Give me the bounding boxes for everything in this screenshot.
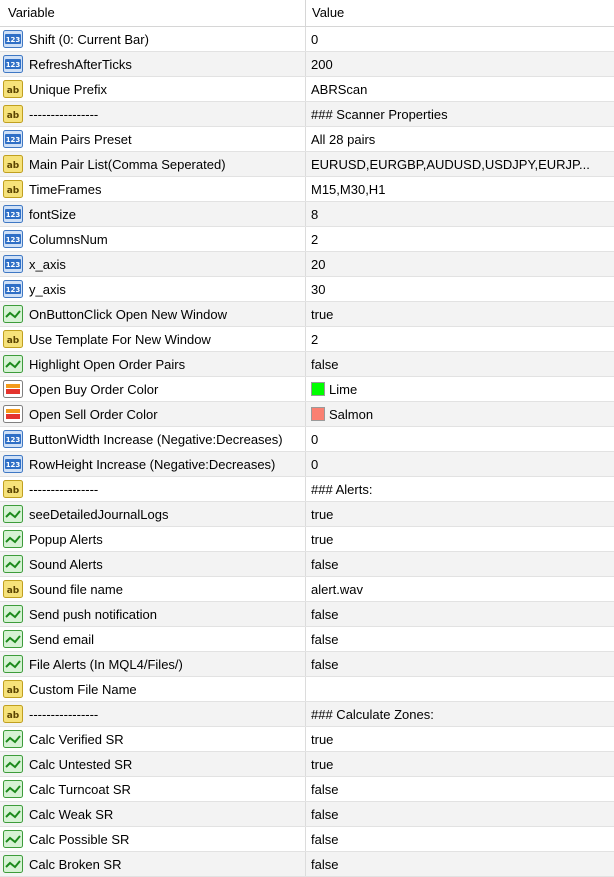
variable-value: ### Calculate Zones: (311, 706, 434, 722)
variable-cell[interactable] (0, 677, 306, 701)
variable-cell[interactable] (0, 577, 306, 601)
variable-cell[interactable] (0, 827, 306, 851)
table-body (0, 27, 614, 877)
bool-variable-icon (3, 630, 23, 648)
variable-value: true (311, 306, 334, 322)
value-cell[interactable] (306, 552, 614, 576)
value-cell[interactable] (306, 602, 614, 626)
svg-text:ab: ab (6, 161, 20, 171)
variable-cell[interactable] (0, 602, 306, 626)
variable-cell[interactable] (0, 152, 306, 176)
variable-name: Send push notification (29, 606, 157, 622)
variable-value: false (311, 781, 339, 797)
svg-text:ab: ab (6, 186, 20, 196)
value-cell[interactable] (306, 52, 614, 76)
variable-name: ---------------- (29, 106, 99, 122)
variable-value: false (311, 856, 339, 872)
variable-cell[interactable] (0, 377, 306, 401)
svg-text:123: 123 (5, 236, 21, 244)
value-cell[interactable] (306, 402, 614, 426)
variable-name: Calc Untested SR (29, 756, 133, 772)
variable-value: All 28 pairs (311, 131, 376, 147)
table-row[interactable] (0, 802, 614, 827)
table-row[interactable] (0, 302, 614, 327)
int-variable-icon (3, 430, 23, 448)
variable-cell[interactable] (0, 252, 306, 276)
variable-name: Highlight Open Order Pairs (29, 356, 186, 372)
value-cell[interactable] (306, 627, 614, 651)
string-variable-icon (3, 155, 23, 173)
variable-cell[interactable] (0, 327, 306, 351)
int-variable-icon (3, 205, 23, 223)
variable-cell[interactable] (0, 127, 306, 151)
variable-name: RefreshAfterTicks (29, 56, 132, 72)
variable-cell[interactable] (0, 627, 306, 651)
value-cell[interactable] (306, 852, 614, 876)
value-cell[interactable] (306, 452, 614, 476)
variable-name: Unique Prefix (29, 81, 108, 97)
table-row[interactable] (0, 677, 614, 702)
variable-cell[interactable] (0, 77, 306, 101)
svg-text:ab: ab (6, 86, 20, 96)
variable-cell[interactable] (0, 452, 306, 476)
variable-value: ### Scanner Properties (311, 106, 448, 122)
table-row[interactable] (0, 127, 614, 152)
variable-name: ButtonWidth Increase (Negative:Decreases) (29, 431, 283, 447)
variable-cell[interactable] (0, 52, 306, 76)
bool-variable-icon (3, 605, 23, 623)
variable-name: Sound file name (29, 581, 123, 597)
variable-name: Main Pair List(Comma Seperated) (29, 156, 226, 172)
variable-value: 20 (311, 256, 326, 272)
int-variable-icon (3, 130, 23, 148)
variable-cell[interactable] (0, 802, 306, 826)
table-row[interactable] (0, 502, 614, 527)
value-cell[interactable] (306, 652, 614, 676)
value-cell[interactable] (306, 802, 614, 826)
svg-text:123: 123 (5, 36, 21, 44)
table-row[interactable] (0, 852, 614, 877)
svg-text:123: 123 (5, 436, 21, 444)
variable-name: OnButtonClick Open New Window (29, 306, 227, 322)
value-cell[interactable] (306, 102, 614, 126)
variable-name: Use Template For New Window (29, 331, 211, 347)
variable-cell[interactable] (0, 752, 306, 776)
color-swatch (311, 407, 325, 421)
variable-cell[interactable] (0, 477, 306, 501)
variable-name: Calc Weak SR (29, 806, 114, 822)
variable-name: Popup Alerts (29, 531, 103, 547)
value-cell[interactable] (306, 677, 614, 701)
table-row[interactable] (0, 252, 614, 277)
value-column-header[interactable]: Value (312, 5, 345, 20)
int-variable-icon (3, 30, 23, 48)
svg-text:ab: ab (6, 336, 20, 346)
string-variable-icon (3, 480, 23, 498)
table-row[interactable] (0, 727, 614, 752)
variable-name: Calc Verified SR (29, 731, 124, 747)
variable-cell[interactable] (0, 727, 306, 751)
value-cell[interactable] (306, 477, 614, 501)
table-row[interactable] (0, 152, 614, 177)
table-row[interactable] (0, 227, 614, 252)
table-row[interactable] (0, 327, 614, 352)
variable-name: fontSize (29, 206, 76, 222)
variable-name: Send email (29, 631, 95, 647)
variable-cell[interactable] (0, 277, 306, 301)
variable-value: 2 (311, 231, 319, 247)
variable-value: false (311, 356, 339, 372)
value-cell[interactable] (306, 577, 614, 601)
variable-cell[interactable] (0, 27, 306, 51)
variable-name: x_axis (29, 256, 66, 272)
variable-value: EURUSD,EURGBP,AUDUSD,USDJPY,EURJP... (311, 156, 590, 172)
value-cell[interactable] (306, 277, 614, 301)
variable-value: true (311, 506, 334, 522)
variable-cell[interactable] (0, 402, 306, 426)
svg-text:123: 123 (5, 261, 21, 269)
variable-name: Calc Broken SR (29, 856, 122, 872)
variable-value: false (311, 606, 339, 622)
variable-value: true (311, 731, 334, 747)
table-row[interactable] (0, 177, 614, 202)
value-cell[interactable] (306, 827, 614, 851)
variable-name: RowHeight Increase (Negative:Decreases) (29, 456, 276, 472)
bool-variable-icon (3, 830, 23, 848)
table-row[interactable] (0, 452, 614, 477)
variable-value: Salmon (329, 406, 374, 422)
variable-value: ### Alerts: (311, 481, 373, 497)
bool-variable-icon (3, 530, 23, 548)
value-cell[interactable] (306, 202, 614, 226)
variable-value: 0 (311, 456, 319, 472)
variable-value: 0 (311, 431, 319, 447)
variable-cell[interactable] (0, 302, 306, 326)
svg-text:123: 123 (5, 211, 21, 219)
table-row[interactable] (0, 827, 614, 852)
variable-cell[interactable] (0, 202, 306, 226)
variable-name: Open Buy Order Color (29, 381, 159, 397)
variable-cell[interactable] (0, 552, 306, 576)
color-swatch (311, 382, 325, 396)
value-cell[interactable] (306, 752, 614, 776)
value-cell[interactable] (306, 127, 614, 151)
variable-cell[interactable] (0, 352, 306, 376)
variable-name: Sound Alerts (29, 556, 103, 572)
variable-cell[interactable] (0, 177, 306, 201)
svg-text:ab: ab (6, 111, 20, 121)
svg-text:123: 123 (5, 61, 21, 69)
table-header (0, 0, 614, 27)
bool-variable-icon (3, 655, 23, 673)
color-variable-icon (3, 380, 23, 398)
table-row[interactable] (0, 602, 614, 627)
variable-value: false (311, 831, 339, 847)
value-cell[interactable] (306, 227, 614, 251)
value-cell[interactable] (306, 702, 614, 726)
variable-name: File Alerts (In MQL4/Files/) (29, 656, 183, 672)
variable-name: Custom File Name (29, 681, 137, 697)
table-row[interactable] (0, 752, 614, 777)
bool-variable-icon (3, 555, 23, 573)
value-cell[interactable] (306, 152, 614, 176)
table-row[interactable] (0, 77, 614, 102)
value-cell[interactable] (306, 77, 614, 101)
variable-cell[interactable] (0, 777, 306, 801)
variable-name: ColumnsNum (29, 231, 108, 247)
string-variable-icon (3, 705, 23, 723)
table-row[interactable] (0, 552, 614, 577)
value-cell[interactable] (306, 427, 614, 451)
variable-value: false (311, 806, 339, 822)
int-variable-icon (3, 55, 23, 73)
bool-variable-icon (3, 855, 23, 873)
value-cell[interactable] (306, 177, 614, 201)
variable-value: 8 (311, 206, 319, 222)
svg-text:ab: ab (6, 586, 20, 596)
variable-name: Main Pairs Preset (29, 131, 132, 147)
table-row[interactable] (0, 477, 614, 502)
table-row[interactable] (0, 52, 614, 77)
bool-variable-icon (3, 355, 23, 373)
svg-text:ab: ab (6, 686, 20, 696)
variable-cell[interactable] (0, 702, 306, 726)
table-row[interactable] (0, 402, 614, 427)
table-row[interactable] (0, 427, 614, 452)
variable-name: y_axis (29, 281, 66, 297)
bool-variable-icon (3, 505, 23, 523)
svg-text:123: 123 (5, 286, 21, 294)
int-variable-icon (3, 255, 23, 273)
table-row[interactable] (0, 627, 614, 652)
table-row[interactable] (0, 27, 614, 52)
svg-text:123: 123 (5, 461, 21, 469)
string-variable-icon (3, 180, 23, 198)
int-variable-icon (3, 280, 23, 298)
int-variable-icon (3, 230, 23, 248)
variable-name: Shift (0: Current Bar) (29, 31, 149, 47)
bool-variable-icon (3, 730, 23, 748)
value-cell[interactable] (306, 352, 614, 376)
variable-name: ---------------- (29, 706, 99, 722)
table-row[interactable] (0, 777, 614, 802)
table-row[interactable] (0, 377, 614, 402)
variable-cell[interactable] (0, 652, 306, 676)
value-cell[interactable] (306, 327, 614, 351)
variable-value: true (311, 531, 334, 547)
string-variable-icon (3, 330, 23, 348)
table-row[interactable] (0, 352, 614, 377)
table-row[interactable] (0, 652, 614, 677)
variable-value: 200 (311, 56, 333, 72)
bool-variable-icon (3, 805, 23, 823)
variable-cell[interactable] (0, 527, 306, 551)
variable-name: Calc Possible SR (29, 831, 130, 847)
variable-cell[interactable] (0, 427, 306, 451)
svg-text:123: 123 (5, 136, 21, 144)
value-cell[interactable] (306, 27, 614, 51)
value-cell[interactable] (306, 302, 614, 326)
variable-cell[interactable] (0, 502, 306, 526)
variable-cell[interactable] (0, 852, 306, 876)
variable-value: 0 (311, 31, 319, 47)
string-variable-icon (3, 580, 23, 598)
variable-value: false (311, 631, 339, 647)
int-variable-icon (3, 455, 23, 473)
variable-cell[interactable] (0, 227, 306, 251)
string-variable-icon (3, 80, 23, 98)
string-variable-icon (3, 680, 23, 698)
value-cell[interactable] (306, 502, 614, 526)
string-variable-icon (3, 105, 23, 123)
table-row[interactable] (0, 577, 614, 602)
variable-value: Lime (329, 381, 358, 397)
value-cell[interactable] (306, 252, 614, 276)
bool-variable-icon (3, 305, 23, 323)
value-cell[interactable] (306, 377, 614, 401)
color-variable-icon (3, 405, 23, 423)
svg-text:ab: ab (6, 711, 20, 721)
variable-name: TimeFrames (29, 181, 102, 197)
svg-text:ab: ab (6, 486, 20, 496)
table-row[interactable] (0, 702, 614, 727)
value-cell[interactable] (306, 727, 614, 751)
variable-value: 30 (311, 281, 326, 297)
bool-variable-icon (3, 780, 23, 798)
bool-variable-icon (3, 755, 23, 773)
variable-name: Open Sell Order Color (29, 406, 158, 422)
variable-value: alert.wav (311, 581, 364, 597)
variable-value: false (311, 556, 339, 572)
variable-name: ---------------- (29, 481, 99, 497)
variable-value: 2 (311, 331, 319, 347)
table-row[interactable] (0, 202, 614, 227)
value-cell[interactable] (306, 527, 614, 551)
variable-value: M15,M30,H1 (311, 181, 386, 197)
variable-name: seeDetailedJournalLogs (29, 506, 169, 522)
table-row[interactable] (0, 527, 614, 552)
variable-cell[interactable] (0, 102, 306, 126)
value-cell[interactable] (306, 777, 614, 801)
variable-value: true (311, 756, 334, 772)
table-row[interactable] (0, 277, 614, 302)
variable-value: false (311, 656, 339, 672)
variable-value: ABRScan (311, 81, 368, 97)
table-row[interactable] (0, 102, 614, 127)
variable-name: Calc Turncoat SR (29, 781, 131, 797)
variable-column-header[interactable]: Variable (0, 0, 306, 26)
